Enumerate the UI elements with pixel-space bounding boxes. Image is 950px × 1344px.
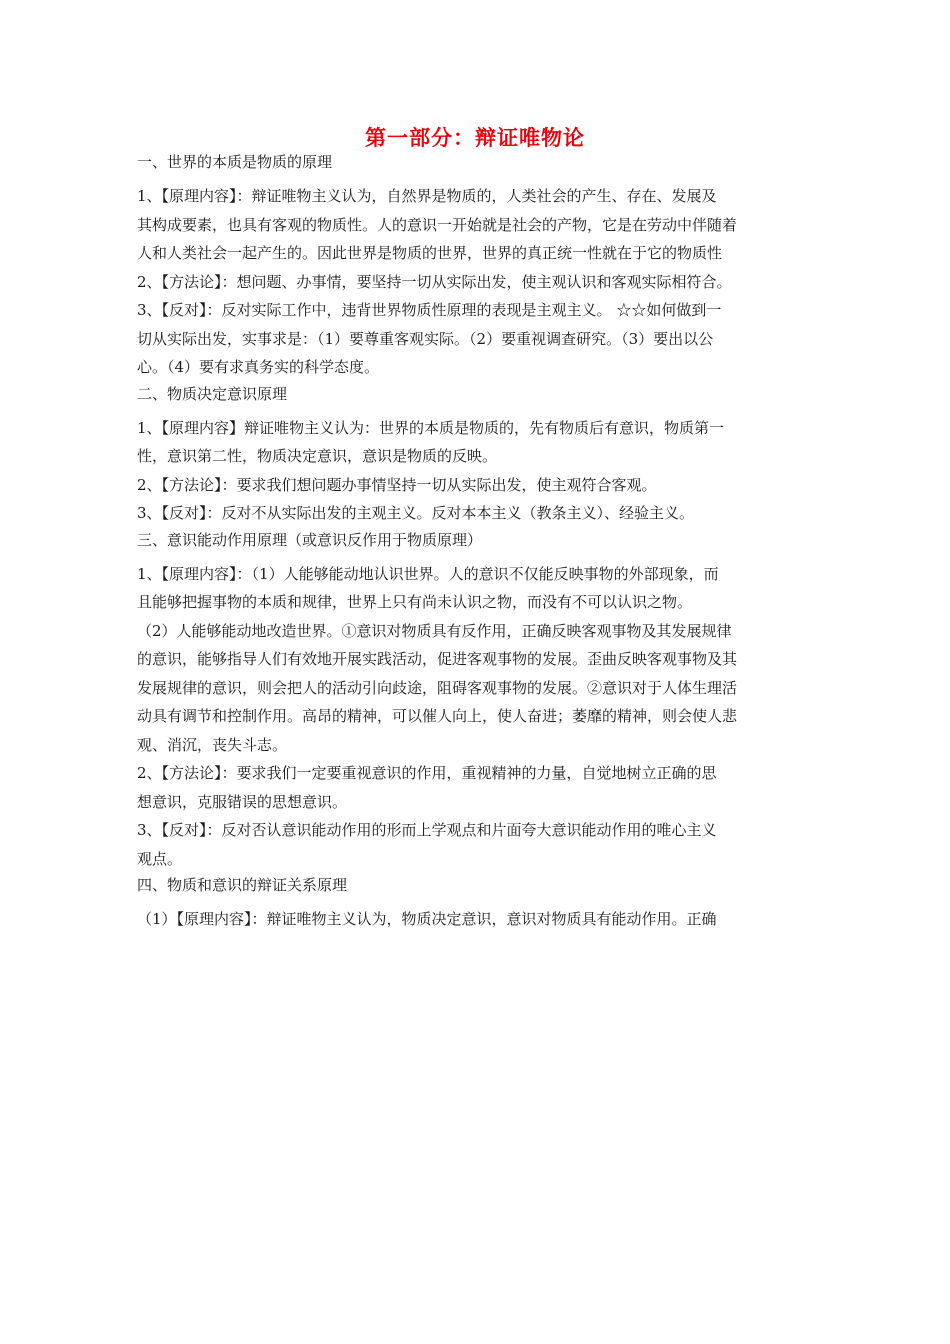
paragraph-line: 且能够把握事物的本质和规律，世界上只有尚未认识之物，而没有不可以认识之物。 (137, 593, 693, 611)
paragraph-line: 3、【反对】：反对实际工作中，违背世界物质性原理的表现是主观主义。 ☆☆如何做到一 (137, 301, 722, 319)
paragraph-line: 切从实际出发，实事求是：（1）要尊重客观实际。（2）要重视调查研究。（3）要出以公 (137, 329, 714, 348)
paragraph-line: （1）【原理内容】：辩证唯物主义认为，物质决定意识，意识对物质具有能动作用。正确 (137, 910, 717, 928)
document-body (137, 150, 814, 934)
paragraph-line: 动具有调节和控制作用。高昂的精神，可以催人向上，使人奋进；萎靡的精神，则会使人悲 (137, 707, 738, 725)
paragraph-line: 心。（4）要有求真务实的科学态度。 (137, 358, 380, 376)
section-heading: 一、世界的本质是物质的原理 (137, 153, 333, 171)
paragraph-line: 人和人类社会一起产生的。因此世界是物质的世界，世界的真正统一性就在于它的物质性 (137, 244, 723, 262)
page-title: 第一部分：辩证唯物论 (365, 126, 585, 150)
paragraph-line: 发展规律的意识，则会把人的活动引向歧途，阻碍客观事物的发展。②意识对于人体生理活 (137, 678, 738, 697)
section-heading: 四、物质和意识的辩证关系原理 (137, 876, 348, 894)
paragraph-line: 2、【方法论】：要求我们一定要重视意识的作用，重视精神的力量，自觉地树立正确的思 (137, 764, 717, 782)
paragraph-line: 1、【原理内容】：辩证唯物主义认为，自然界是物质的，人类社会的产生、存在、发展及 (137, 187, 717, 205)
paragraph-line: 想意识，克服错误的思想意识。 (137, 792, 348, 811)
paragraph-line: 其构成要素，也具有客观的物质性。人的意识一开始就是社会的产物，它是在劳动中伴随着 (137, 215, 738, 234)
paragraph-line: 3、【反对】：反对否认意识能动作用的形而上学观点和片面夸大意识能动作用的唯心主义 (137, 821, 717, 839)
section-heading: 三、意识能动作用原理（或意识反作用于物质原理） (137, 530, 483, 549)
paragraph-line: 性，意识第二性，物质决定意识，意识是物质的反映。 (137, 447, 498, 465)
paragraph-line: 2、【方法论】：要求我们想问题办事情坚持一切从实际出发，使主观符合客观。 (137, 475, 657, 494)
section-heading: 二、物质决定意识原理 (137, 384, 288, 403)
paragraph-line: 3、【反对】：反对不从实际出发的主观主义。反对本本主义（教条主义）、经验主义。 (137, 504, 695, 522)
paragraph-line: 的意识，能够指导人们有效地开展实践活动，促进客观事物的发展。歪曲反映客观事物及其 (137, 650, 738, 668)
paragraph-line: 观、消沉，丧失斗志。 (137, 735, 288, 754)
paragraph-line: 1、【原理内容】：（1）人能够能动地认识世界。人的意识不仅能反映事物的外部现象，而 (137, 564, 719, 583)
paragraph-line: 1、【原理内容】辩证唯物主义认为：世界的本质是物质的，先有物质后有意识，物质第一 (137, 418, 725, 437)
paragraph-line: 2、【方法论】：想问题、办事情，要坚持一切从实际出发，使主观认识和客观实际相符合。 (137, 272, 732, 291)
paragraph-line: 观点。 (137, 849, 183, 868)
paragraph-line: （2）人能够能动地改造世界。①意识对物质具有反作用，正确反映客观事物及其发展规律 (137, 621, 732, 640)
